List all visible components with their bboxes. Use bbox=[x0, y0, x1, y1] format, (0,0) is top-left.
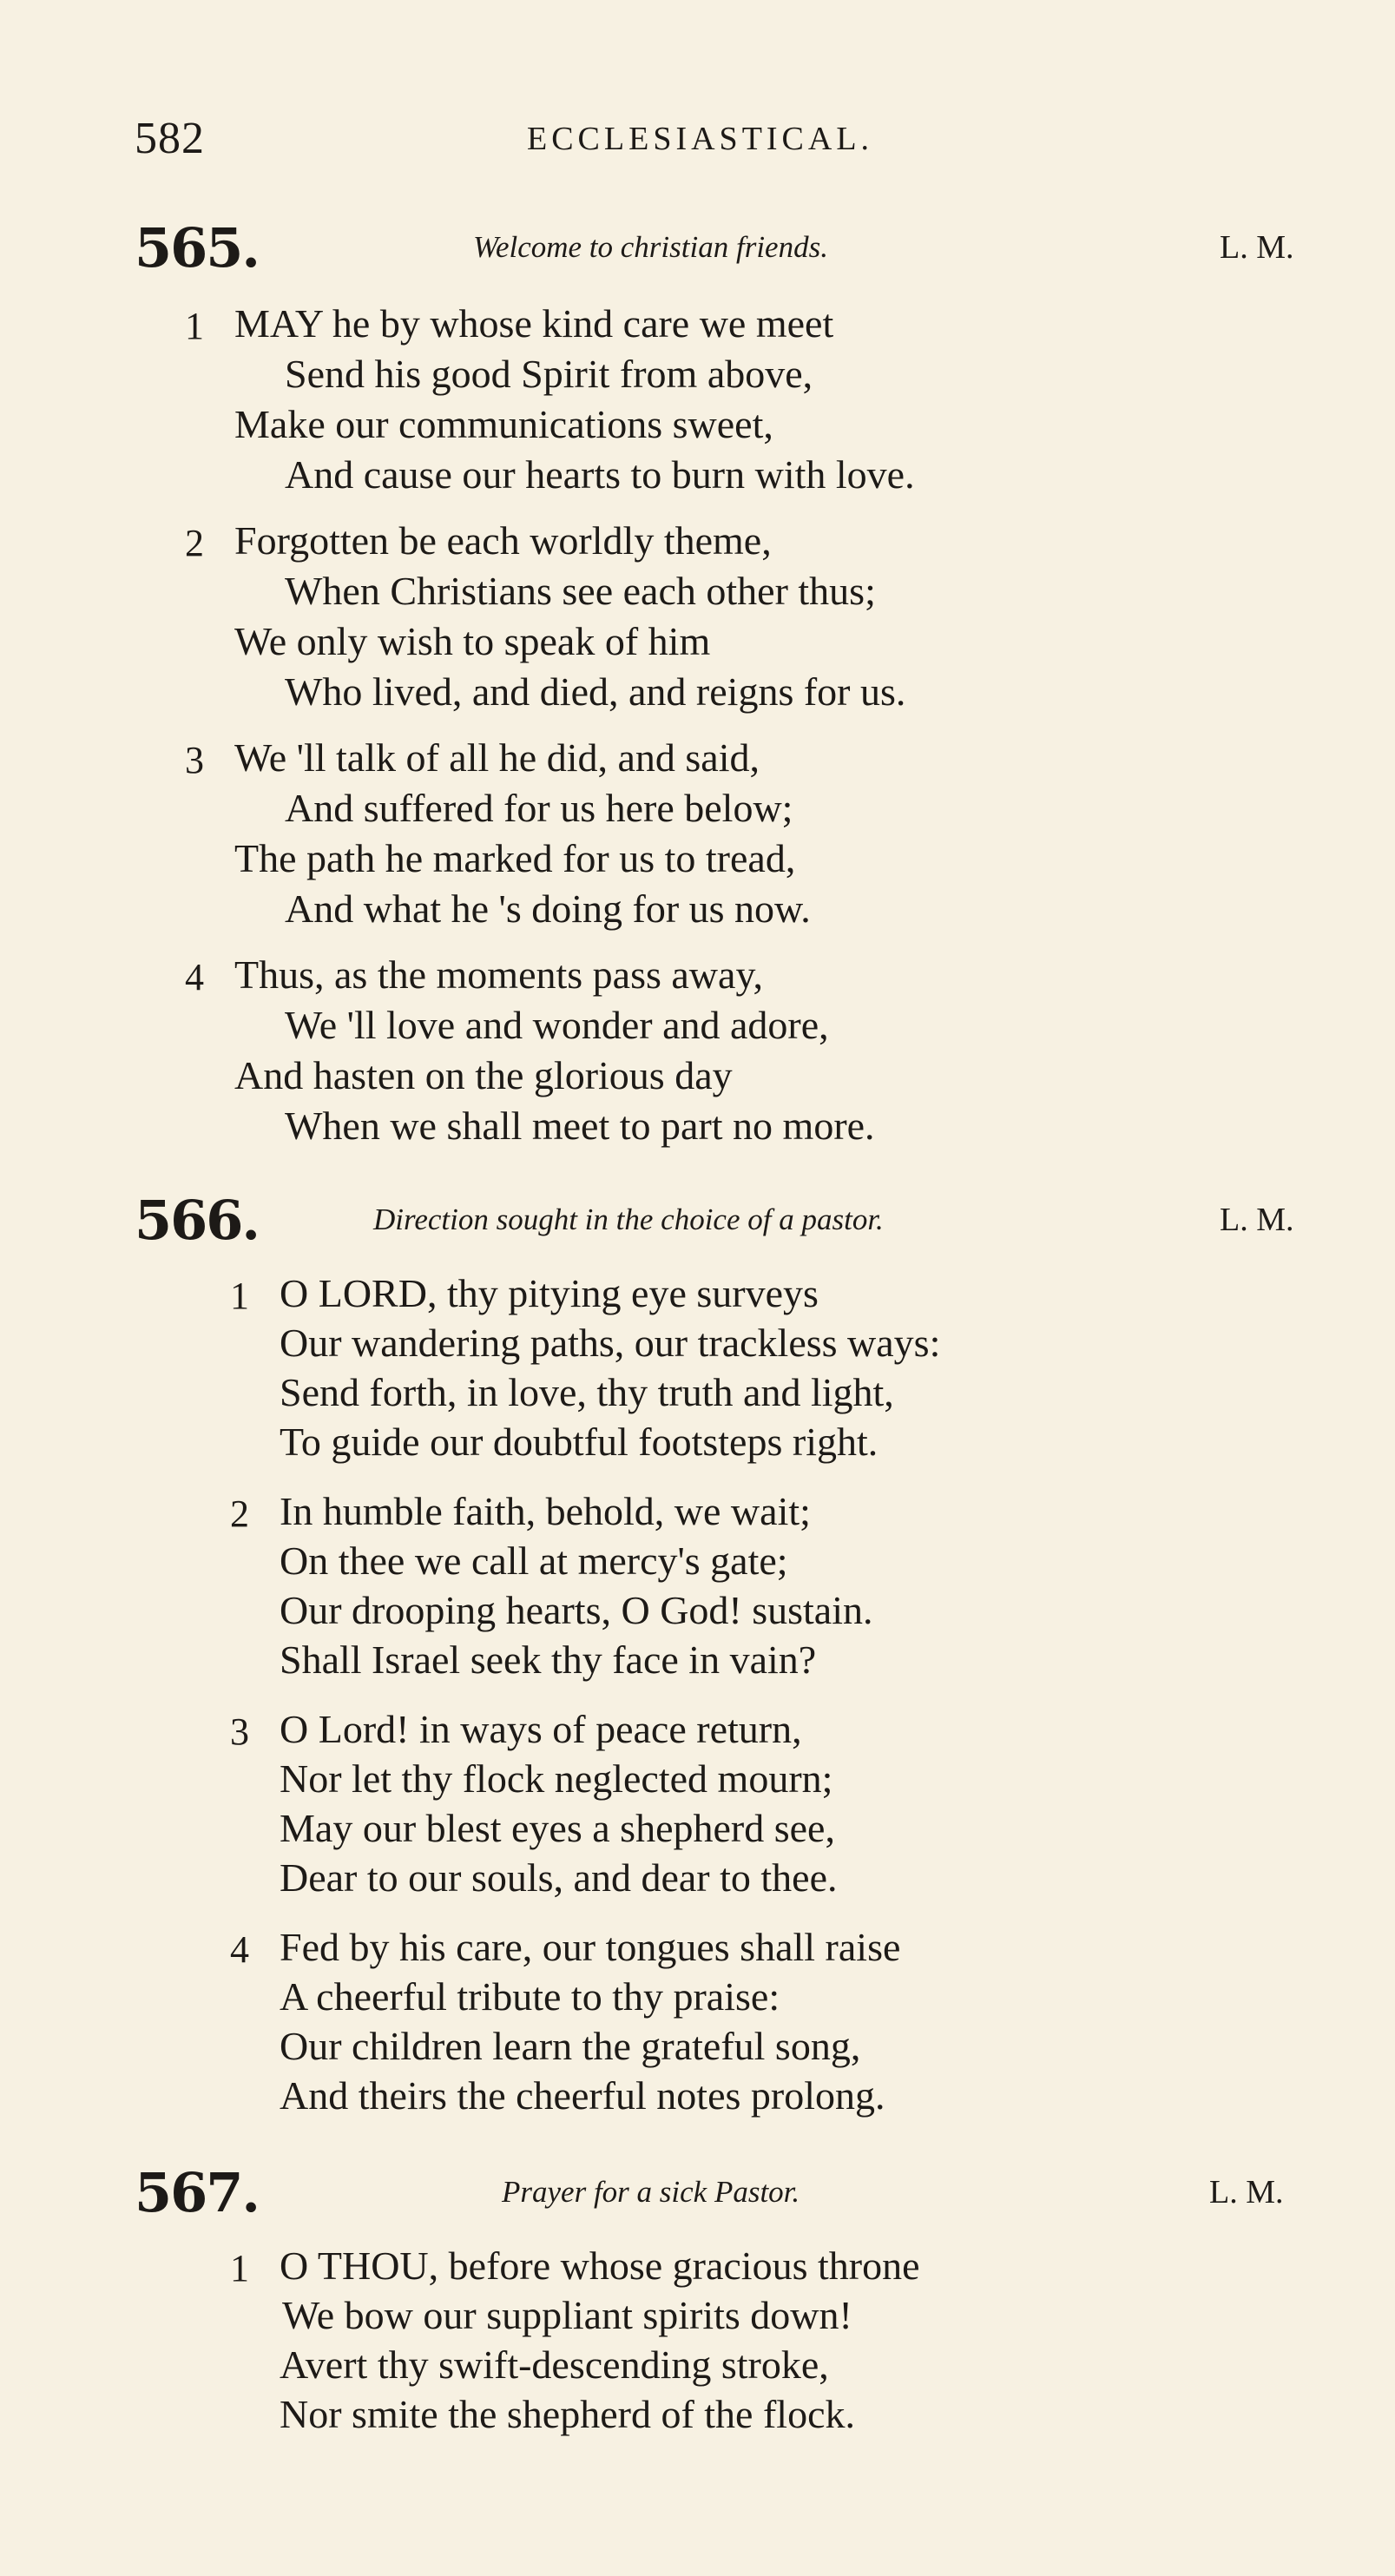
verse-line: And what he 's doing for us now. bbox=[285, 886, 811, 931]
verse-line: We only wish to speak of him bbox=[234, 619, 711, 663]
stanza-number: 2 bbox=[185, 522, 204, 564]
verse-line: We 'll talk of all he did, and said, bbox=[234, 735, 760, 780]
hymn-meter: L. M. bbox=[1220, 229, 1294, 266]
verse-line: Nor let thy flock neglected mourn; bbox=[280, 1756, 833, 1801]
verse-line: Our children learn the grateful song, bbox=[280, 2024, 861, 2068]
hymn-header bbox=[0, 2161, 1395, 2227]
hymn-number: 566. bbox=[135, 1189, 260, 1252]
verse-line: When we shall meet to part no more. bbox=[285, 1104, 875, 1148]
verse-line: Dear to our souls, and dear to thee. bbox=[280, 1855, 838, 1900]
verse-line: And cause our hearts to burn with love. bbox=[285, 452, 915, 497]
verse-line: Our drooping hearts, O God! sustain. bbox=[280, 1588, 873, 1632]
verse-line: We 'll love and wonder and adore, bbox=[285, 1003, 829, 1047]
verse-line: Shall Israel seek thy face in vain? bbox=[280, 1637, 817, 1682]
verse-line: Send his good Spirit from above, bbox=[285, 352, 813, 396]
verse-line: Thus, as the moments pass away, bbox=[234, 952, 763, 997]
verse-line: Make our communications sweet, bbox=[234, 402, 773, 446]
page-number: 582 bbox=[135, 114, 205, 163]
stanza-number: 3 bbox=[230, 1710, 249, 1753]
verse-line: When Christians see each other thus; bbox=[285, 569, 876, 613]
verse-line: Send forth, in love, thy truth and light, bbox=[280, 1370, 894, 1414]
verse-line: Who lived, and died, and reigns for us. bbox=[285, 669, 906, 714]
verse-line: O THOU, before whose gracious throne bbox=[280, 2243, 920, 2288]
stanza-number: 4 bbox=[230, 1928, 249, 1971]
verse-line: The path he marked for us to tread, bbox=[234, 836, 796, 880]
verse-line: Avert thy swift-descending stroke, bbox=[280, 2342, 829, 2387]
stanza-number: 1 bbox=[230, 1275, 249, 1317]
hymn-565 bbox=[0, 216, 1395, 1148]
section-title: ECCLESIASTICAL. bbox=[527, 121, 874, 157]
running-head bbox=[135, 113, 1263, 174]
verse-line: Forgotten be each worldly theme, bbox=[234, 518, 772, 563]
verse-line: In humble faith, behold, we wait; bbox=[280, 1489, 811, 1533]
stanza-number: 2 bbox=[230, 1492, 249, 1535]
hymn-title: Welcome to christian friends. bbox=[473, 230, 828, 264]
hymn-header bbox=[0, 216, 1395, 282]
hymn-title: Prayer for a sick Pastor. bbox=[502, 2175, 800, 2209]
verse-line: Nor smite the shepherd of the flock. bbox=[280, 2392, 855, 2436]
hymn-566 bbox=[0, 1189, 1395, 2118]
verse-line: O Lord! in ways of peace return, bbox=[280, 1707, 802, 1751]
stanza-number: 4 bbox=[185, 956, 204, 998]
hymn-number: 567. bbox=[135, 2161, 260, 2224]
stanza-number: 3 bbox=[185, 739, 204, 781]
hymn-number: 565. bbox=[135, 216, 260, 280]
verse-line: To guide our doubtful footsteps right. bbox=[280, 1420, 878, 1464]
hymn-header bbox=[0, 1189, 1395, 1255]
verse-line: And hasten on the glorious day bbox=[234, 1053, 733, 1097]
hymn-meter: L. M. bbox=[1209, 2174, 1284, 2210]
verse-line: Fed by his care, our tongues shall raise bbox=[280, 1925, 901, 1969]
verse-line: MAY he by whose kind care we meet bbox=[234, 301, 834, 346]
verse-line: Our wandering paths, our trackless ways: bbox=[280, 1321, 941, 1365]
verse-line: May our blest eyes a shepherd see, bbox=[280, 1806, 835, 1850]
verse-line: O LORD, thy pitying eye surveys bbox=[280, 1271, 819, 1315]
hymn-567 bbox=[0, 2161, 1395, 2436]
hymn-meter: L. M. bbox=[1220, 1202, 1294, 1238]
verse-line: On thee we call at mercy's gate; bbox=[280, 1538, 788, 1583]
verse-line: And theirs the cheerful notes prolong. bbox=[280, 2073, 885, 2118]
verse-line: And suffered for us here below; bbox=[285, 786, 793, 830]
verse-line: A cheerful tribute to thy praise: bbox=[280, 1974, 780, 2019]
stanza-number: 1 bbox=[185, 305, 204, 347]
stanza-number: 1 bbox=[230, 2247, 249, 2289]
hymn-title: Direction sought in the choice of a pastor. bbox=[373, 1202, 884, 1236]
verse-line: We bow our suppliant spirits down! bbox=[282, 2293, 852, 2337]
